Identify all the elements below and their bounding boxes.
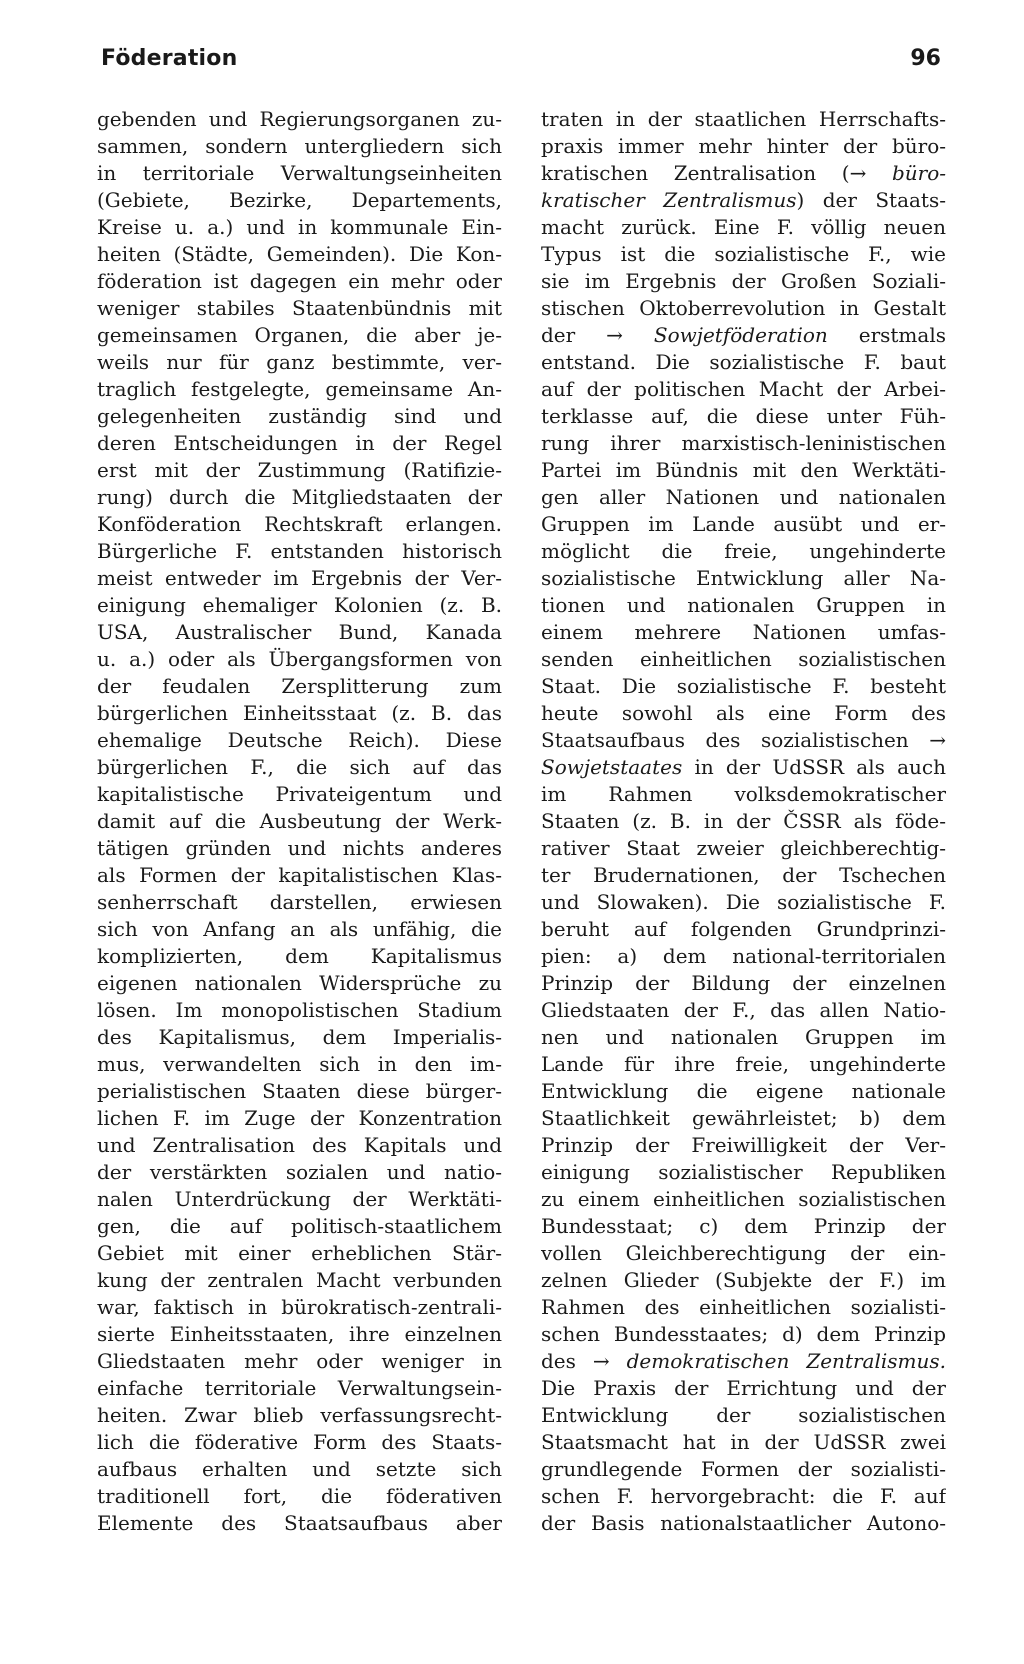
line-text: deren Entscheidungen in der Regel: [97, 431, 502, 455]
text-line: [97, 1132, 502, 1159]
text-line: [541, 1402, 946, 1429]
text-line: [541, 1240, 946, 1267]
line-text: eigenen nationalen Widersprüche zu: [97, 971, 502, 995]
line-text: macht zurück. Eine F. völlig neuen: [541, 215, 946, 239]
cross-reference-term: büro-: [891, 161, 946, 185]
text-line: [541, 700, 946, 727]
text-line: [541, 1294, 946, 1321]
text-line: [541, 1483, 946, 1510]
line-text: terklasse auf, die diese unter Füh-: [541, 404, 946, 428]
text-line: [541, 133, 946, 160]
line-text: der Basis nationalstaatlicher Autono-: [541, 1511, 946, 1535]
line-text: Gebiet mit einer erheblichen Stär-: [97, 1241, 502, 1265]
line-text: zu einem einheitlichen sozialistischen: [541, 1187, 946, 1211]
line-text: nen und nationalen Gruppen im: [541, 1025, 946, 1049]
reference-arrow: →: [929, 728, 946, 752]
line-text: damit auf die Ausbeutung der Werk-: [97, 809, 502, 833]
line-text: pien: a) dem national-territorialen: [541, 944, 946, 968]
text-line: [541, 538, 946, 565]
line-text: des: [541, 1349, 593, 1373]
text-line: [541, 1267, 946, 1294]
line-text: Entwicklung der sozialistischen: [541, 1403, 946, 1427]
text-line: [97, 322, 502, 349]
text-line: [541, 673, 946, 700]
text-line: [97, 1321, 502, 1348]
text-line: [97, 295, 502, 322]
line-text: rativer Staat zweier gleichberechtig-: [541, 836, 946, 860]
line-text: praxis immer mehr hinter der büro-: [541, 134, 946, 158]
line-text: gemeinsamen Organen, die aber je-: [97, 323, 502, 347]
text-line: [541, 592, 946, 619]
line-text: einem mehrere Nationen umfas-: [541, 620, 946, 644]
line-text: tätigen gründen und nichts anderes: [97, 836, 502, 860]
text-line: [541, 808, 946, 835]
line-text: und Zentralisation des Kapitals und: [97, 1133, 502, 1157]
line-text: im Rahmen volksdemokratischer: [541, 782, 946, 806]
text-line: [541, 781, 946, 808]
text-line: [97, 1348, 502, 1375]
text-line: [541, 997, 946, 1024]
text-line: [541, 835, 946, 862]
text-line: [541, 889, 946, 916]
text-line: [541, 619, 946, 646]
text-line: [541, 754, 946, 781]
line-text: bürgerlichen F., die sich auf das: [97, 755, 502, 779]
text-line: [97, 808, 502, 835]
text-line: [541, 1510, 946, 1537]
line-text: einigung ehemaliger Kolonien (z. B.: [97, 593, 502, 617]
line-text: Staaten (z. B. in der ČSSR als föde-: [541, 809, 946, 833]
line-text: stischen Oktoberrevolution in Gestalt: [541, 296, 946, 320]
text-line: [97, 1213, 502, 1240]
line-text: lichen F. im Zuge der Konzentration: [97, 1106, 502, 1130]
text-line: [541, 565, 946, 592]
line-text: tionen und nationalen Gruppen in: [541, 593, 946, 617]
text-line: [97, 1483, 502, 1510]
line-text: sich von Anfang an als unfähig, die: [97, 917, 502, 941]
line-text: Elemente des Staatsaufbaus aber: [97, 1511, 502, 1535]
reference-arrow: →: [849, 161, 892, 185]
text-line: [97, 970, 502, 997]
text-column-right: [541, 106, 946, 1537]
text-line: [97, 1240, 502, 1267]
line-text: Lande für ihre freie, ungehinderte: [541, 1052, 946, 1076]
text-line: [541, 430, 946, 457]
line-text: einfache territoriale Verwaltungsein-: [97, 1376, 502, 1400]
line-text: Bürgerliche F. entstanden historisch: [97, 539, 502, 563]
text-line: [97, 1402, 502, 1429]
text-line: [541, 646, 946, 673]
line-text: weniger stabiles Staatenbündnis mit: [97, 296, 502, 320]
line-text: sammen, sondern untergliedern sich: [97, 134, 502, 158]
line-text: Typus ist die sozialistische F., wie: [541, 242, 946, 266]
text-line: [97, 565, 502, 592]
line-text: Kreise u. a.) und in kommunale Ein-: [97, 215, 502, 239]
line-text: Staatsaufbaus des sozialistischen: [541, 728, 909, 752]
text-line: [541, 1186, 946, 1213]
line-text: senherrschaft darstellen, erwiesen: [97, 890, 502, 914]
line-text: lich die föderative Form des Staats-: [97, 1430, 502, 1454]
line-text: Bundesstaat; c) dem Prinzip der: [541, 1214, 946, 1238]
line-text: Staatlichkeit gewährleistet; b) dem: [541, 1106, 946, 1130]
line-text: auf der politischen Macht der Arbei-: [541, 377, 946, 401]
line-text: grundlegende Formen der sozialisti-: [541, 1457, 946, 1481]
line-text: vollen Gleichberechtigung der ein-: [541, 1241, 946, 1265]
line-text: war, faktisch in bürokratisch-zentrali-: [97, 1295, 502, 1319]
line-text: der feudalen Zersplitterung zum: [97, 674, 502, 698]
line-text: rung) durch die Mitgliedstaaten der: [97, 485, 502, 509]
text-line: [541, 970, 946, 997]
reference-arrow: →: [592, 1349, 627, 1373]
text-line: [97, 1456, 502, 1483]
text-line: [541, 943, 946, 970]
line-text: Gliedstaaten mehr oder weniger in: [97, 1349, 502, 1373]
line-text: in der UdSSR als auch: [682, 755, 946, 779]
text-line: [97, 673, 502, 700]
cross-reference-term: Sowjetföderation: [653, 323, 828, 347]
text-line: [541, 511, 946, 538]
text-line: [541, 1375, 946, 1402]
text-line: [97, 592, 502, 619]
line-text: lösen. Im monopolistischen Stadium: [97, 998, 502, 1022]
line-text: nalen Unterdrückung der Werktäti-: [97, 1187, 502, 1211]
text-line: [97, 457, 502, 484]
line-text: perialistischen Staaten diese bürger-: [97, 1079, 502, 1103]
line-text: schen F. hervorgebracht: die F. auf: [541, 1484, 946, 1508]
line-text: ehemalige Deutsche Reich). Diese: [97, 728, 502, 752]
line-text: als Formen der kapitalistischen Klas-: [97, 863, 502, 887]
line-text: erstmals: [827, 323, 946, 347]
text-line: [541, 916, 946, 943]
line-text: traglich festgelegte, gemeinsame An-: [97, 377, 502, 401]
line-text: kratischen Zentralisation (: [541, 161, 850, 185]
text-line: [541, 1429, 946, 1456]
text-line: [97, 916, 502, 943]
line-text: kapitalistische Privateigentum und: [97, 782, 502, 806]
text-line: [541, 187, 946, 214]
text-line: [97, 187, 502, 214]
line-text: Prinzip der Bildung der einzelnen: [541, 971, 946, 995]
line-text: Konföderation Rechtskraft erlangen.: [97, 512, 502, 536]
line-text: der: [541, 323, 607, 347]
line-text: gen aller Nationen und nationalen: [541, 485, 946, 509]
text-line: [97, 160, 502, 187]
reference-arrow: →: [606, 323, 654, 347]
line-text: rung ihrer marxistisch-leninistischen: [541, 431, 946, 455]
line-text: und Slowaken). Die sozialistische F.: [541, 890, 946, 914]
line-text: ter Brudernationen, der Tschechen: [541, 863, 946, 887]
text-line: [541, 1024, 946, 1051]
line-text: gen, die auf politisch-staatlichem: [97, 1214, 502, 1238]
text-line: [97, 241, 502, 268]
line-text: beruht auf folgenden Grundprinzi-: [541, 917, 946, 941]
text-line: [97, 1294, 502, 1321]
text-line: [541, 862, 946, 889]
line-text: in territoriale Verwaltungseinheiten: [97, 161, 502, 185]
line-text: entstand. Die sozialistische F. baut: [541, 350, 946, 374]
text-line: [541, 1348, 946, 1375]
line-text: zelnen Glieder (Subjekte der F.) im: [541, 1268, 946, 1292]
text-line: [97, 781, 502, 808]
cross-reference-term: kratischer Zentralismus: [541, 188, 797, 212]
line-text: Prinzip der Freiwilligkeit der Ver-: [541, 1133, 946, 1157]
text-line: [541, 1078, 946, 1105]
line-text: traditionell fort, die föderativen: [97, 1484, 502, 1508]
line-text: heiten (Städte, Gemeinden). Die Kon-: [97, 242, 502, 266]
line-text: Entwicklung die eigene nationale: [541, 1079, 946, 1103]
line-text: sie im Ergebnis der Großen Soziali-: [541, 269, 946, 293]
line-text: ) der Staats-: [796, 188, 946, 212]
text-line: [97, 997, 502, 1024]
line-text: Gruppen im Lande ausübt und er-: [541, 512, 946, 536]
text-line: [541, 160, 946, 187]
text-line: [97, 1024, 502, 1051]
cross-reference-term: Sowjetstaates: [541, 755, 683, 779]
running-head-title: Föderation: [101, 46, 238, 71]
line-text: USA, Australischer Bund, Kanada: [97, 620, 502, 644]
line-text: Partei im Bündnis mit den Werktäti-: [541, 458, 946, 482]
line-text: traten in der staatlichen Herrschafts-: [541, 107, 946, 131]
line-text: weils nur für ganz bestimmte, ver-: [97, 350, 502, 374]
text-line: [97, 349, 502, 376]
line-text: heiten. Zwar blieb verfassungsrecht-: [97, 1403, 502, 1427]
line-text: Staat. Die sozialistische F. besteht: [541, 674, 946, 698]
text-line: [541, 295, 946, 322]
text-line: [97, 1051, 502, 1078]
text-line: [541, 1132, 946, 1159]
text-line: [541, 457, 946, 484]
line-text: schen Bundesstaates; d) dem Prinzip: [541, 1322, 946, 1346]
text-line: [97, 1186, 502, 1213]
text-line: [541, 1105, 946, 1132]
text-line: [541, 1159, 946, 1186]
cross-reference-term: demokratischen Zentralismus.: [626, 1349, 946, 1373]
text-line: [541, 214, 946, 241]
text-line: [541, 1321, 946, 1348]
text-line: [97, 1375, 502, 1402]
text-line: [97, 268, 502, 295]
line-text: bürgerlichen Einheitsstaat (z. B. das: [97, 701, 502, 725]
text-line: [97, 727, 502, 754]
line-text: kung der zentralen Macht verbunden: [97, 1268, 502, 1292]
text-line: [97, 1510, 502, 1537]
text-line: [541, 322, 946, 349]
line-text: sierte Einheitsstaaten, ihre einzelnen: [97, 1322, 502, 1346]
line-text: Rahmen des einheitlichen sozialisti-: [541, 1295, 946, 1319]
line-text: einigung sozialistischer Republiken: [541, 1160, 946, 1184]
text-line: [97, 619, 502, 646]
line-text: Die Praxis der Errichtung und der: [541, 1376, 946, 1400]
text-line: [541, 349, 946, 376]
text-line: [97, 1105, 502, 1132]
text-line: [97, 106, 502, 133]
text-line: [97, 511, 502, 538]
text-line: [541, 241, 946, 268]
line-text: Gliedstaaten der F., das allen Natio-: [541, 998, 946, 1022]
line-text: erst mit der Zustimmung (Ratifizie-: [97, 458, 502, 482]
text-line: [97, 133, 502, 160]
line-text: senden einheitlichen sozialistischen: [541, 647, 946, 671]
text-column-left: [97, 106, 502, 1537]
line-text: sozialistische Entwicklung aller Na-: [541, 566, 946, 590]
line-text: föderation ist dagegen ein mehr oder: [97, 269, 502, 293]
text-line: [97, 1078, 502, 1105]
text-line: [97, 430, 502, 457]
line-text: gebenden und Regierungsorganen zu-: [97, 107, 502, 131]
line-text: u. a.) oder als Übergangsformen von: [97, 647, 502, 671]
text-line: [97, 403, 502, 430]
text-line: [541, 268, 946, 295]
text-line: [97, 700, 502, 727]
text-line: [97, 754, 502, 781]
line-text: des Kapitalismus, dem Imperialis-: [97, 1025, 502, 1049]
text-line: [97, 889, 502, 916]
line-text: komplizierten, dem Kapitalismus: [97, 944, 502, 968]
text-line: [97, 538, 502, 565]
text-line: [541, 727, 946, 754]
line-text: gelegenheiten zuständig sind und: [97, 404, 502, 428]
text-line: [541, 484, 946, 511]
text-line: [97, 943, 502, 970]
line-text: mus, verwandelten sich in den im-: [97, 1052, 502, 1076]
text-line: [97, 1159, 502, 1186]
line-text: möglicht die freie, ungehinderte: [541, 539, 946, 563]
running-head: [101, 46, 941, 80]
text-line: [541, 1213, 946, 1240]
line-text: der verstärkten sozialen und natio-: [97, 1160, 502, 1184]
line-text: meist entweder im Ergebnis der Ver-: [97, 566, 502, 590]
text-line: [97, 376, 502, 403]
text-line: [541, 1456, 946, 1483]
text-line: [97, 484, 502, 511]
line-text: heute sowohl als eine Form des: [541, 701, 946, 725]
text-line: [541, 403, 946, 430]
page-number: 96: [910, 46, 941, 71]
line-text: Staatsmacht hat in der UdSSR zwei: [541, 1430, 946, 1454]
text-line: [541, 1051, 946, 1078]
text-line: [97, 1267, 502, 1294]
text-line: [541, 106, 946, 133]
line-text: (Gebiete, Bezirke, Departements,: [97, 188, 502, 212]
text-line: [97, 862, 502, 889]
line-text: aufbaus erhalten und setzte sich: [97, 1457, 502, 1481]
text-line: [97, 835, 502, 862]
text-line: [97, 214, 502, 241]
text-line: [97, 646, 502, 673]
text-line: [541, 376, 946, 403]
text-line: [97, 1429, 502, 1456]
